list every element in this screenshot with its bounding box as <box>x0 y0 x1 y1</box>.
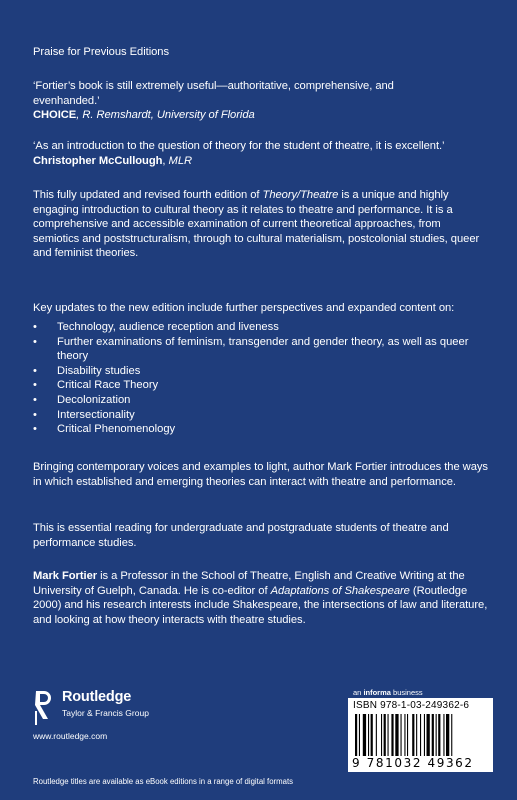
description-text-cont: is a unique and highly engaging introduction to cultural theory as it relates to theatre and performance. It is a comprehensive and accessible examination of current theoretical approaches, from semiotics and poststructuralism, through to cultural materialism, postcolonial studies, queer and feminist theories. <box>33 189 480 260</box>
barcode-stripe <box>404 714 405 756</box>
isbn-barcode <box>348 698 493 772</box>
quote-attribution <box>33 154 488 169</box>
list-item-text: Technology, audience reception and liveness <box>57 321 279 333</box>
isbn-number: ISBN 978-1-03-249362-6 <box>353 700 470 711</box>
barcode-stripe <box>443 714 444 756</box>
barcode-stripe <box>376 714 377 756</box>
quote-attribution <box>33 108 488 123</box>
praise-heading: Praise for Previous Editions <box>33 46 170 58</box>
list-item-text: Decolonization <box>57 393 131 406</box>
quote-separator: , <box>162 154 169 167</box>
quote-source: Christopher McCullough <box>33 154 163 167</box>
barcode-stripe <box>381 714 382 756</box>
barcode-stripe <box>436 714 437 756</box>
list-item-text: Intersectionality <box>57 408 135 421</box>
barcode-stripe <box>388 714 389 756</box>
publisher-logo <box>33 687 203 747</box>
bullet-icon: • <box>33 423 37 436</box>
author-book-title: Adaptations of Shakespeare <box>270 584 410 597</box>
list-item <box>33 364 488 379</box>
ebook-note: Routledge titles are available as eBook editions in a range of digital formats <box>33 777 294 786</box>
informa-brand: informa <box>363 688 391 697</box>
quote-source: CHOICE <box>33 109 77 122</box>
bullet-icon: • <box>33 379 37 392</box>
bullet-icon: • <box>33 335 37 348</box>
barcode-stripe <box>424 714 425 756</box>
barcode-stripe <box>451 714 452 756</box>
barcode-stripe <box>446 714 449 756</box>
list-item <box>33 378 488 393</box>
publisher-url: www.routledge.com <box>33 731 108 741</box>
quote-institution: University of Florida <box>156 109 255 122</box>
barcode-stripe <box>438 714 440 756</box>
barcode-stripe <box>371 714 373 756</box>
barcode-digits: 9 781032 49362 <box>352 756 474 770</box>
publisher-name: Routledge <box>62 689 132 705</box>
quote-text-line1: ‘Fortier’s book is still extremely useful—authoritative, comprehensive, and <box>33 80 394 92</box>
barcode-bars <box>355 714 487 756</box>
routledge-logo-icon <box>33 689 55 727</box>
key-updates-intro: Key updates to the new edition include further perspectives and expanded content on: <box>33 302 455 314</box>
barcode-stripe <box>420 714 421 756</box>
barcode-stripe <box>407 714 408 756</box>
barcode-stripe <box>391 714 393 756</box>
publisher-group: Taylor & Francis Group <box>62 708 149 718</box>
barcode-stripe <box>427 714 430 756</box>
barcode-stripe <box>432 714 434 756</box>
informa-suffix: business <box>390 688 423 697</box>
barcode-stripe <box>395 714 398 756</box>
barcode-stripe <box>401 714 402 756</box>
author-bio <box>33 569 488 627</box>
barcode-stripe <box>384 714 386 756</box>
description-text: This fully updated and revised fourth edition of <box>33 189 263 201</box>
author-bio-text: is a Professor in the School of Theatre, English and Creative Writing at the University of Guelph, Canada. He is co-editor of <box>33 570 465 597</box>
quote-text-line2: evenhanded.’ <box>33 94 100 107</box>
quote-institution: MLR <box>168 154 193 167</box>
list-item <box>33 320 488 335</box>
quote-reviewer: , R. Remshardt, <box>76 109 157 122</box>
author-name: Mark Fortier <box>33 570 98 582</box>
bringing-paragraph: Bringing contemporary voices and examples to light, author Mark Fortier introduces the ways in which established and emerging theories can interact with theatre and performance. <box>33 461 488 488</box>
key-updates-list <box>33 320 488 437</box>
bullet-icon: • <box>33 393 37 406</box>
author-bio-text-cont: (Routledge 2000) and his research interests include Shakespeare, the intersections of law and literature, and looking at how theory interacts with theatre studies. <box>33 584 488 626</box>
barcode-stripe <box>355 714 357 756</box>
list-item-text: Critical Phenomenology <box>57 423 176 436</box>
review-quote-choice <box>33 79 488 123</box>
informa-prefix: an <box>353 688 364 697</box>
barcode-stripe <box>359 714 360 756</box>
list-item <box>33 422 488 437</box>
barcode-stripe <box>368 714 369 756</box>
barcode-stripe <box>412 714 414 756</box>
book-title: Theory/Theatre <box>262 189 339 201</box>
book-description <box>33 188 488 261</box>
list-item <box>33 393 488 408</box>
list-item-text: Critical Race Theory <box>57 379 159 392</box>
barcode-stripe <box>363 714 366 756</box>
barcode-stripe <box>416 714 417 756</box>
bullet-icon: • <box>33 364 37 377</box>
informa-tagline <box>353 688 423 697</box>
essential-paragraph: This is essential reading for undergraduate and postgraduate students of theatre and performance studies. <box>33 522 449 549</box>
list-item-text: Further examinations of feminism, transgender and gender theory, as well as queer theory <box>57 335 469 363</box>
list-item-text: Disability studies <box>57 364 141 377</box>
bullet-icon: • <box>33 321 37 333</box>
bullet-icon: • <box>33 408 37 421</box>
quote-text: ‘As an introduction to the question of theory for the student of theatre, it is excellent.’ <box>33 140 445 152</box>
list-item <box>33 335 488 364</box>
review-quote-mccullough <box>33 139 488 168</box>
list-item <box>33 408 488 423</box>
